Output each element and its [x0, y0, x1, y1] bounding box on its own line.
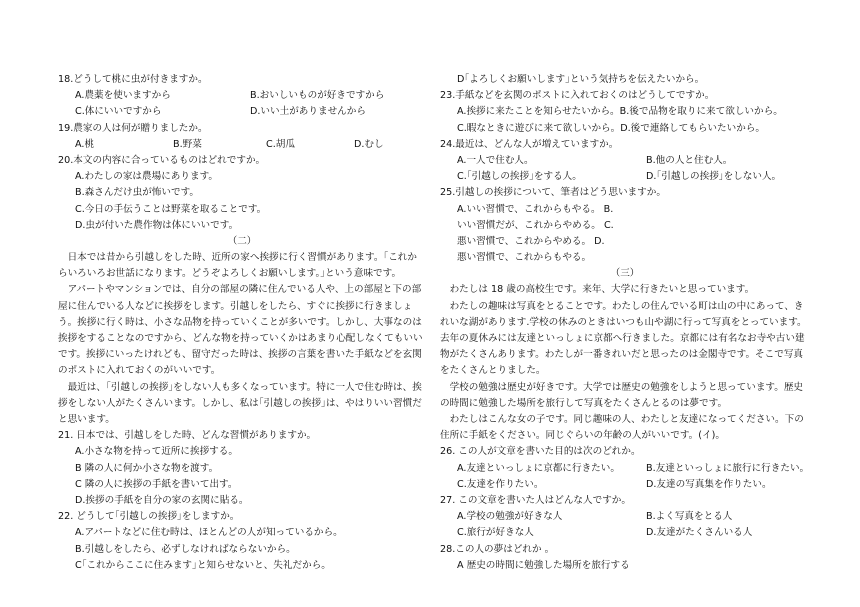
option: D.友達の写真集を作りたい。	[646, 478, 772, 490]
question-26: 26. この人が文章を書いた目的は次のどれか。	[440, 446, 641, 458]
question-24: 24.最近は、どんな人が増えていますか。	[440, 138, 619, 150]
option: B.森さんだけ虫が怖いです。	[75, 187, 199, 199]
option: D.友達がたくさんいる人	[646, 527, 753, 539]
option: いい習慣だが、これからやめる。 C.	[457, 219, 614, 231]
question-28: 28.この人の夢はどれか 。	[440, 543, 555, 555]
option: C.体にいいですから	[75, 106, 162, 118]
option: A.挨拶に来たことを知らせたいから。B.後で品物を取りに来て欲しいから。	[457, 106, 783, 118]
passage-paragraph-1: 日本では昔から引越しをした時、近所の家へ挨拶に行く習慣があります。｢これからいろいろお世話になります。どうぞよろしくお願いします。｣という意味です。	[58, 252, 417, 280]
option: D.いい土がありませんから	[250, 106, 366, 118]
options-24b	[440, 169, 810, 185]
question-21: 21. 日本では、引越しをした時、どんな習慣がありますか。	[58, 430, 317, 442]
option: C.友達を作りたい。	[457, 478, 544, 490]
question-19: 19.農家の人は何が贈りましたか。	[58, 122, 208, 134]
option: 悪い習慣で、これからもやる。	[457, 252, 592, 264]
passage-paragraph-4: わたしはこんな女の子です。同じ趣味の人、わたしと友達になってください。下の住所に手紙をください。同じぐらいの年齢の人がいいです。(イ)。	[440, 414, 804, 442]
option: C｢これからここに住みます｣と知らせないと、失礼だから。	[75, 559, 331, 571]
option: D｢よろしくお願いします｣という気持ちを伝えたいから。	[457, 74, 705, 85]
option: D.｢引越しの挨拶｣をしない人。	[646, 171, 782, 183]
question-22: 22. どうして｢引越しの挨拶｣をしますか。	[58, 511, 240, 523]
option: A.いい習慣で、これからもやる。 B.	[457, 203, 614, 215]
question-23: 23.手紙などを玄関のポストに入れておくのはどうしてですか。	[440, 90, 715, 102]
left-column	[58, 72, 426, 574]
option: A.学校の勉強が好きな人	[457, 511, 563, 523]
option: D.むし	[354, 138, 384, 150]
option: 悪い習慣で、これからやめる。 D.	[457, 235, 605, 247]
option: A.友達といっしょに京都に行きたい。	[457, 462, 620, 474]
option: B.野菜	[173, 138, 202, 150]
option: B.他の人と住む人。	[646, 154, 733, 166]
option: C.今日の手伝うことは野菜を取ることです。	[75, 203, 267, 215]
options-19	[58, 137, 426, 153]
options-18b	[58, 104, 426, 120]
question-25: 25.引越しの挨拶について、筆者はどう思いますか。	[440, 187, 666, 199]
option: B.よく写真をとる人	[646, 511, 733, 523]
question-18: 18.どうして桃に虫が付きますか。	[58, 74, 208, 85]
options-24a	[440, 153, 810, 169]
options-18a	[58, 88, 426, 104]
passage-paragraph-3: 最近は、｢引越しの挨拶｣をしない人も多くなっています。特に一人で住む時は、挨拶をしない人がたくさんいます。しかし、私は｢引越しの挨拶｣は、やはりいい習慣だと思います。	[58, 381, 422, 426]
question-20: 20.本文の内容に合っているものはどれですか。	[58, 154, 266, 166]
option: D.挨拶の手紙を自分の家の玄関に貼る。	[75, 495, 249, 507]
option: D.虫が付いた農作物は体にいいです。	[75, 219, 239, 231]
option: B.友達といっしょに旅行に行きたい。	[646, 462, 810, 474]
passage-paragraph-1: わたしは 18 歳の高校生です。来年、大学に行きたいと思っています。	[440, 284, 755, 296]
passage-paragraph-2: アパートやマンションでは、自分の部屋の隣に住んでいる人や、上の部屋と下の部屋に住んでいる人などに挨拶をします。引越しをしたら、すぐに挨拶に行きましょう。挨拶に行く時は、小さな品物を持っていくことが多いです。しかし、大事なのは挨拶をすることなのですから、どんな物を持っていくかはあまり心配しなくてもいいです。挨拶にいったけれども、留守だった時は、挨拶の言葉を書いた手紙などを玄関のポストに入れておくのがいいです。	[58, 284, 423, 377]
option: B.おいしいものが好きですから	[250, 90, 385, 102]
question-27: 27. この文章を書いた人はどんな人ですか。	[440, 495, 631, 507]
option: C 隣の人に挨拶の手紙を書いて出す。	[75, 478, 238, 490]
option: A.小さな物を持って近所に挨拶する。	[75, 446, 238, 458]
option: C.｢引越しの挨拶｣をする人。	[457, 171, 582, 183]
option: B 隣の人に何か小さな物を渡す。	[75, 462, 219, 474]
right-column	[440, 72, 810, 574]
option: C.暇なときに遊びに来て欲しいから。D.後で連絡してもらいたいから。	[457, 122, 765, 134]
option: A.アパートなどに住む時は、ほとんどの人が知っているから。	[75, 527, 343, 539]
passage-paragraph-3: 学校の勉強は歴史が好きです。大学では歴史の勉強をしようと思っています。歴史の時間に勉強した場所を旅行して写真をたくさんとるのは夢です。	[440, 381, 804, 409]
options-26a	[440, 461, 810, 477]
options-27b	[440, 525, 810, 541]
option: A.桃	[75, 138, 95, 150]
option: A 歴史の時間に勉強した場所を旅行する	[457, 559, 630, 571]
option: A.一人で住む人。	[457, 154, 534, 166]
option: B.引越しをしたら、必ずしなければならないから。	[75, 543, 296, 555]
option: A.わたしの家は農場にあります。	[75, 171, 218, 183]
passage-paragraph-2: わたしの趣味は写真をとることです。わたしの住んでいる町は山の中にあって、きれいな湖があります.学校の休みのときはいつも山や湖に行って写真をとっています。去年の夏休みには友達といっしょに京都へ行きました。京都には有名なお寺や古い建物がたくさんあります。わたしが一番きれいだと思ったのは金閣寺です。そこで写真をたくさんとりました。	[440, 300, 807, 377]
options-26b	[440, 477, 810, 493]
option: C.胡瓜	[266, 138, 295, 150]
option: C.旅行が好きな人	[457, 527, 534, 539]
option: A.農薬を使いますから	[75, 90, 171, 102]
section-heading-2: （二）	[227, 235, 257, 247]
section-heading-3: （三）	[610, 268, 640, 280]
options-27a	[440, 509, 810, 525]
